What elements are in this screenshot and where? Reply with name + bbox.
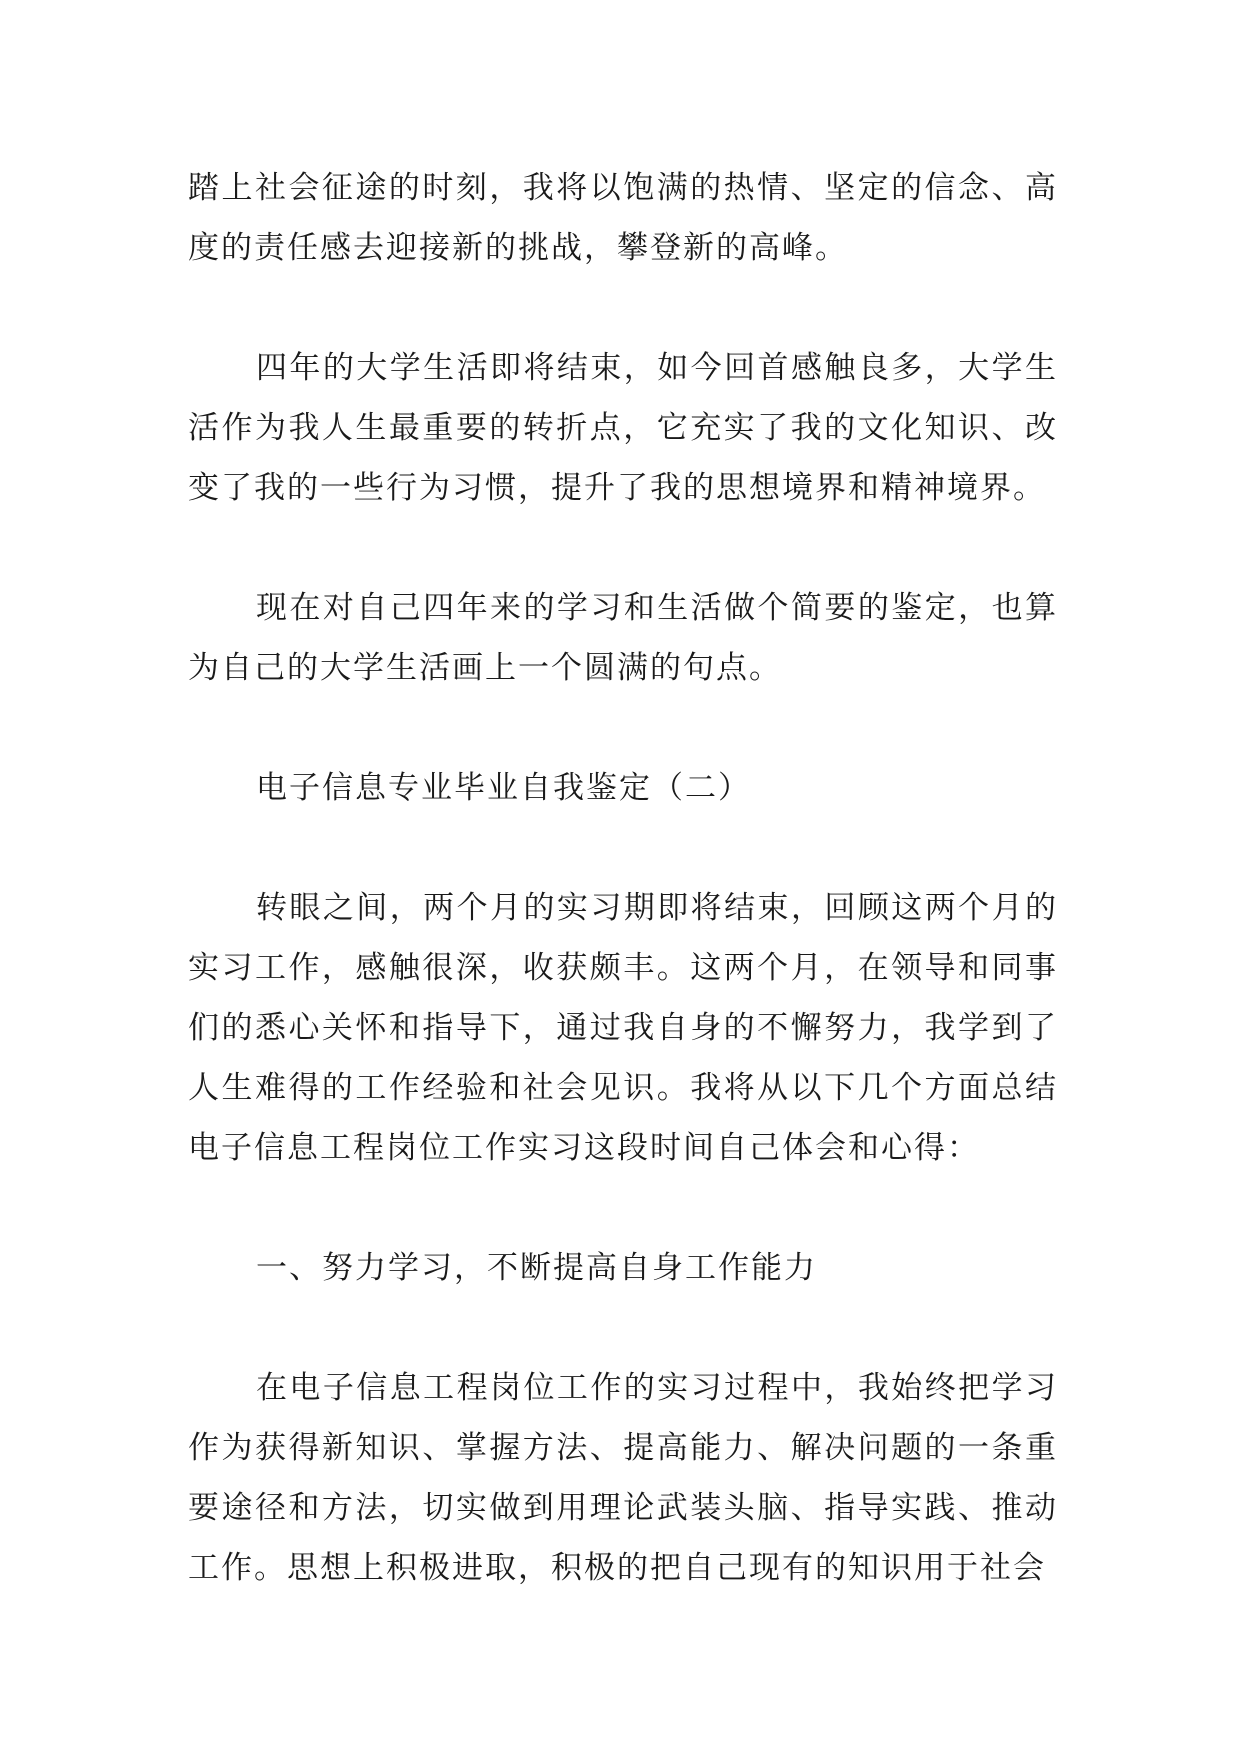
paragraph-internship-summary: 转眼之间，两个月的实习期即将结束，回顾这两个月的实习工作，感触很深，收获颇丰。这两个月，在领导和同事们的悉心关怀和指导下，通过我自身的不懈努力，我学到了人生难得的工作经验和社会见识。我将从以下几个方面总结电子信息工程岗位工作实习这段时间自己体会和心得： [188,890,1058,1166]
section-heading-appraisal-two: 电子信息专业毕业自我鉴定（二） [256,770,751,806]
paragraph-self-appraisal-intro: 现在对自己四年来的学习和生活做个简要的鉴定，也算为自己的大学生活画上一个圆满的句点。 [188,590,1058,686]
section-heading-study-hard: 一、努力学习，不断提高自身工作能力 [256,1250,817,1286]
paragraph-continuation: 踏上社会征途的时刻，我将以饱满的热情、坚定的信念、高度的责任感去迎接新的挑战，攀登新的高峰。 [188,170,1058,266]
document-body [188,158,1058,1598]
paragraph-learning-process: 在电子信息工程岗位工作的实习过程中，我始终把学习作为获得新知识、掌握方法、提高能力、解决问题的一条重要途径和方法，切实做到用理论武装头脑、指导实践、推动工作。思想上积极进取，积极的把自己现有的知识用于社会 [188,1370,1058,1586]
paragraph-university-life: 四年的大学生活即将结束，如今回首感触良多，大学生活作为我人生最重要的转折点，它充实了我的文化知识、改变了我的一些行为习惯，提升了我的思想境界和精神境界。 [188,350,1058,506]
